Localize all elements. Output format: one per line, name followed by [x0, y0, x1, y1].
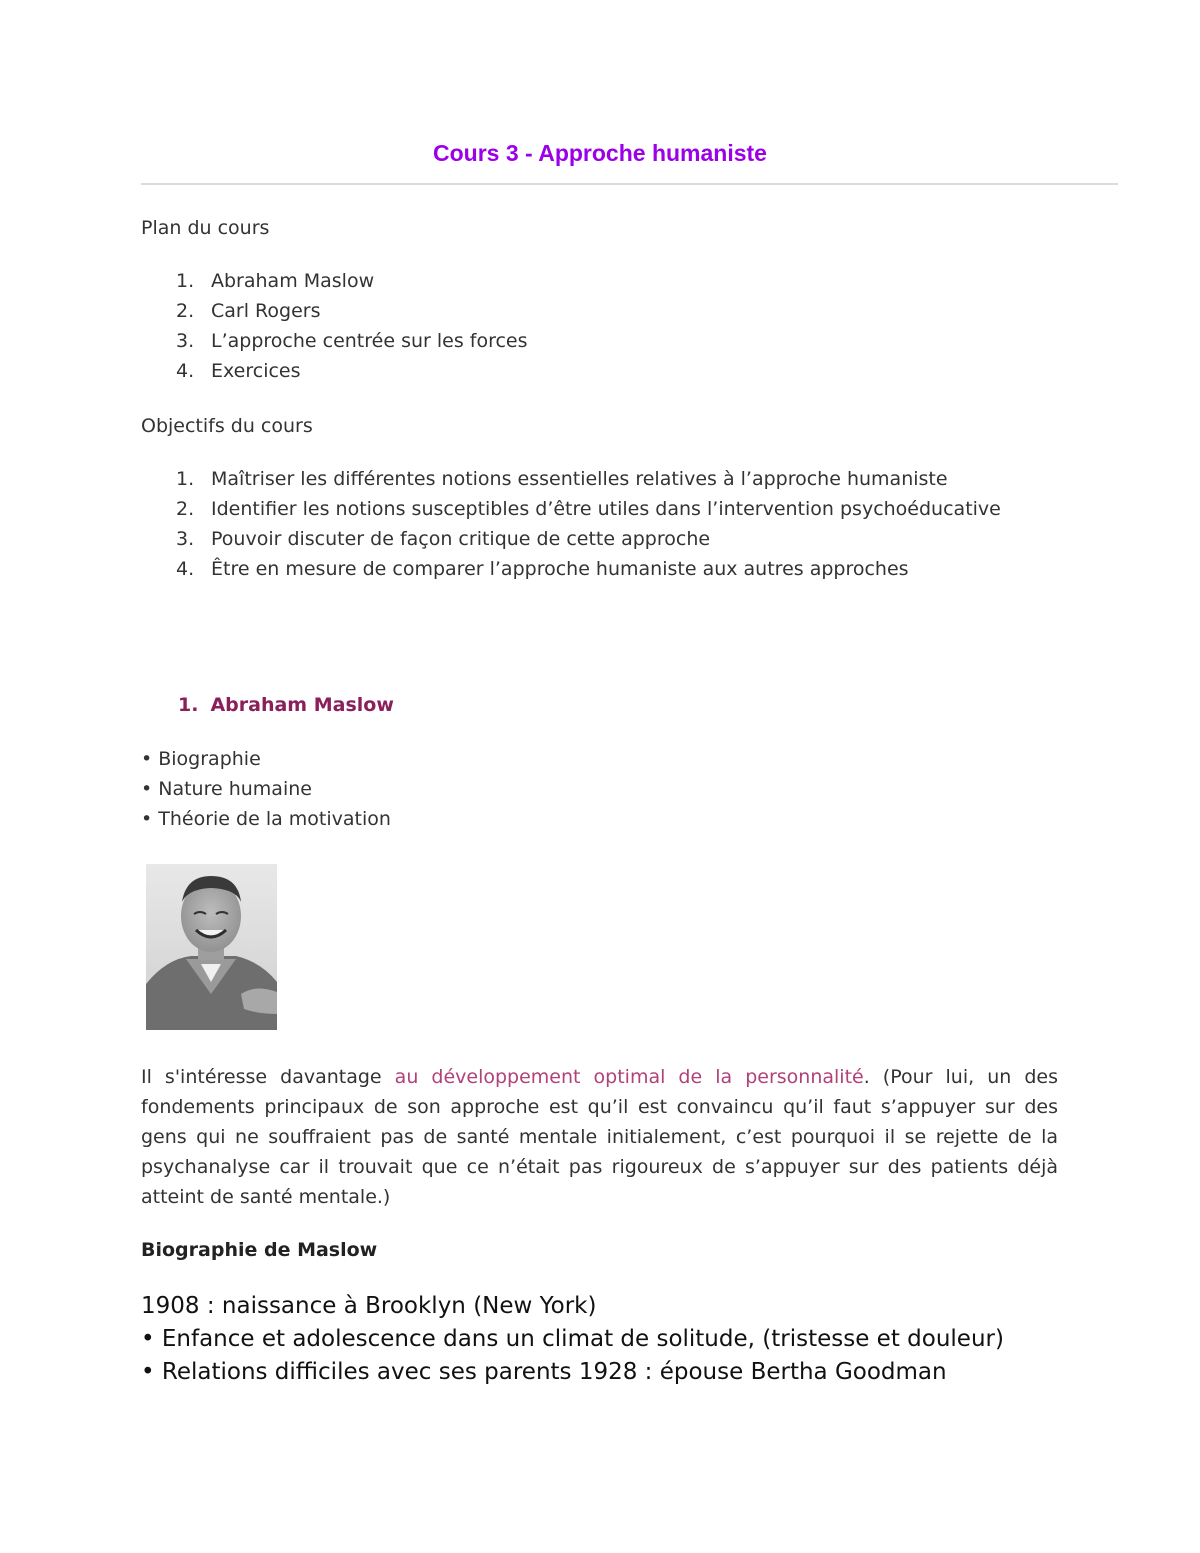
- section-title: Abraham Maslow: [210, 694, 394, 716]
- maslow-paragraph: Il s'intéresse davantage au développement optimal de la personnalité. (Pour lui, un des fondements principaux de son approche est qu’il est convaincu qu’il faut s’appuyer sur des gens qui ne souffraient pas de santé mentale initialement, c’est pourquoi il se rejette de la psychanalyse car il trouvait que ce n’était pas rigoureux de s’appuyer sur des patients déjà atteint de santé mentale.): [141, 1066, 1058, 1208]
- section-bullets: [141, 744, 391, 834]
- list-item: 2. Carl Rogers: [176, 300, 321, 322]
- biographie-heading: Biographie de Maslow: [141, 1239, 378, 1261]
- biographie-list: [141, 1290, 1004, 1389]
- list-item: • Nature humaine: [141, 778, 312, 800]
- plan-list: [141, 266, 1058, 386]
- list-item: 3. Pouvoir discuter de façon critique de cette approche: [176, 528, 711, 550]
- list-item: 4. Être en mesure de comparer l’approche humaniste aux autres approches: [176, 558, 909, 580]
- highlighted-phrase: au développement optimal de la personnalité: [394, 1066, 864, 1088]
- list-item: 4. Exercices: [176, 360, 301, 382]
- list-item: 1. Maîtriser les différentes notions essentielles relatives à l’approche humaniste: [176, 468, 948, 490]
- list-item: 2. Identifier les notions susceptibles d’être utiles dans l’intervention psychoéducative: [176, 498, 1001, 520]
- section-number: 1.: [178, 694, 199, 716]
- list-item: 1908 : naissance à Brooklyn (New York): [141, 1293, 597, 1319]
- title-divider: [141, 183, 1118, 185]
- list-item: 3. L’approche centrée sur les forces: [176, 330, 528, 352]
- list-item: • Théorie de la motivation: [141, 808, 391, 830]
- objectifs-label: Objectifs du cours: [141, 415, 313, 437]
- list-item: 1. Abraham Maslow: [176, 270, 375, 292]
- maslow-portrait-photo: [146, 864, 277, 1030]
- plan-label: Plan du cours: [141, 217, 270, 239]
- list-item: • Relations difficiles avec ses parents 1928 : épouse Bertha Goodman: [141, 1359, 947, 1385]
- section-heading-maslow: [178, 690, 394, 720]
- list-item: • Biographie: [141, 748, 261, 770]
- page-title: Cours 3 - Approche humaniste: [433, 140, 767, 166]
- list-item: • Enfance et adolescence dans un climat de solitude, (tristesse et douleur): [141, 1326, 1004, 1352]
- objectifs-list: [141, 464, 1058, 584]
